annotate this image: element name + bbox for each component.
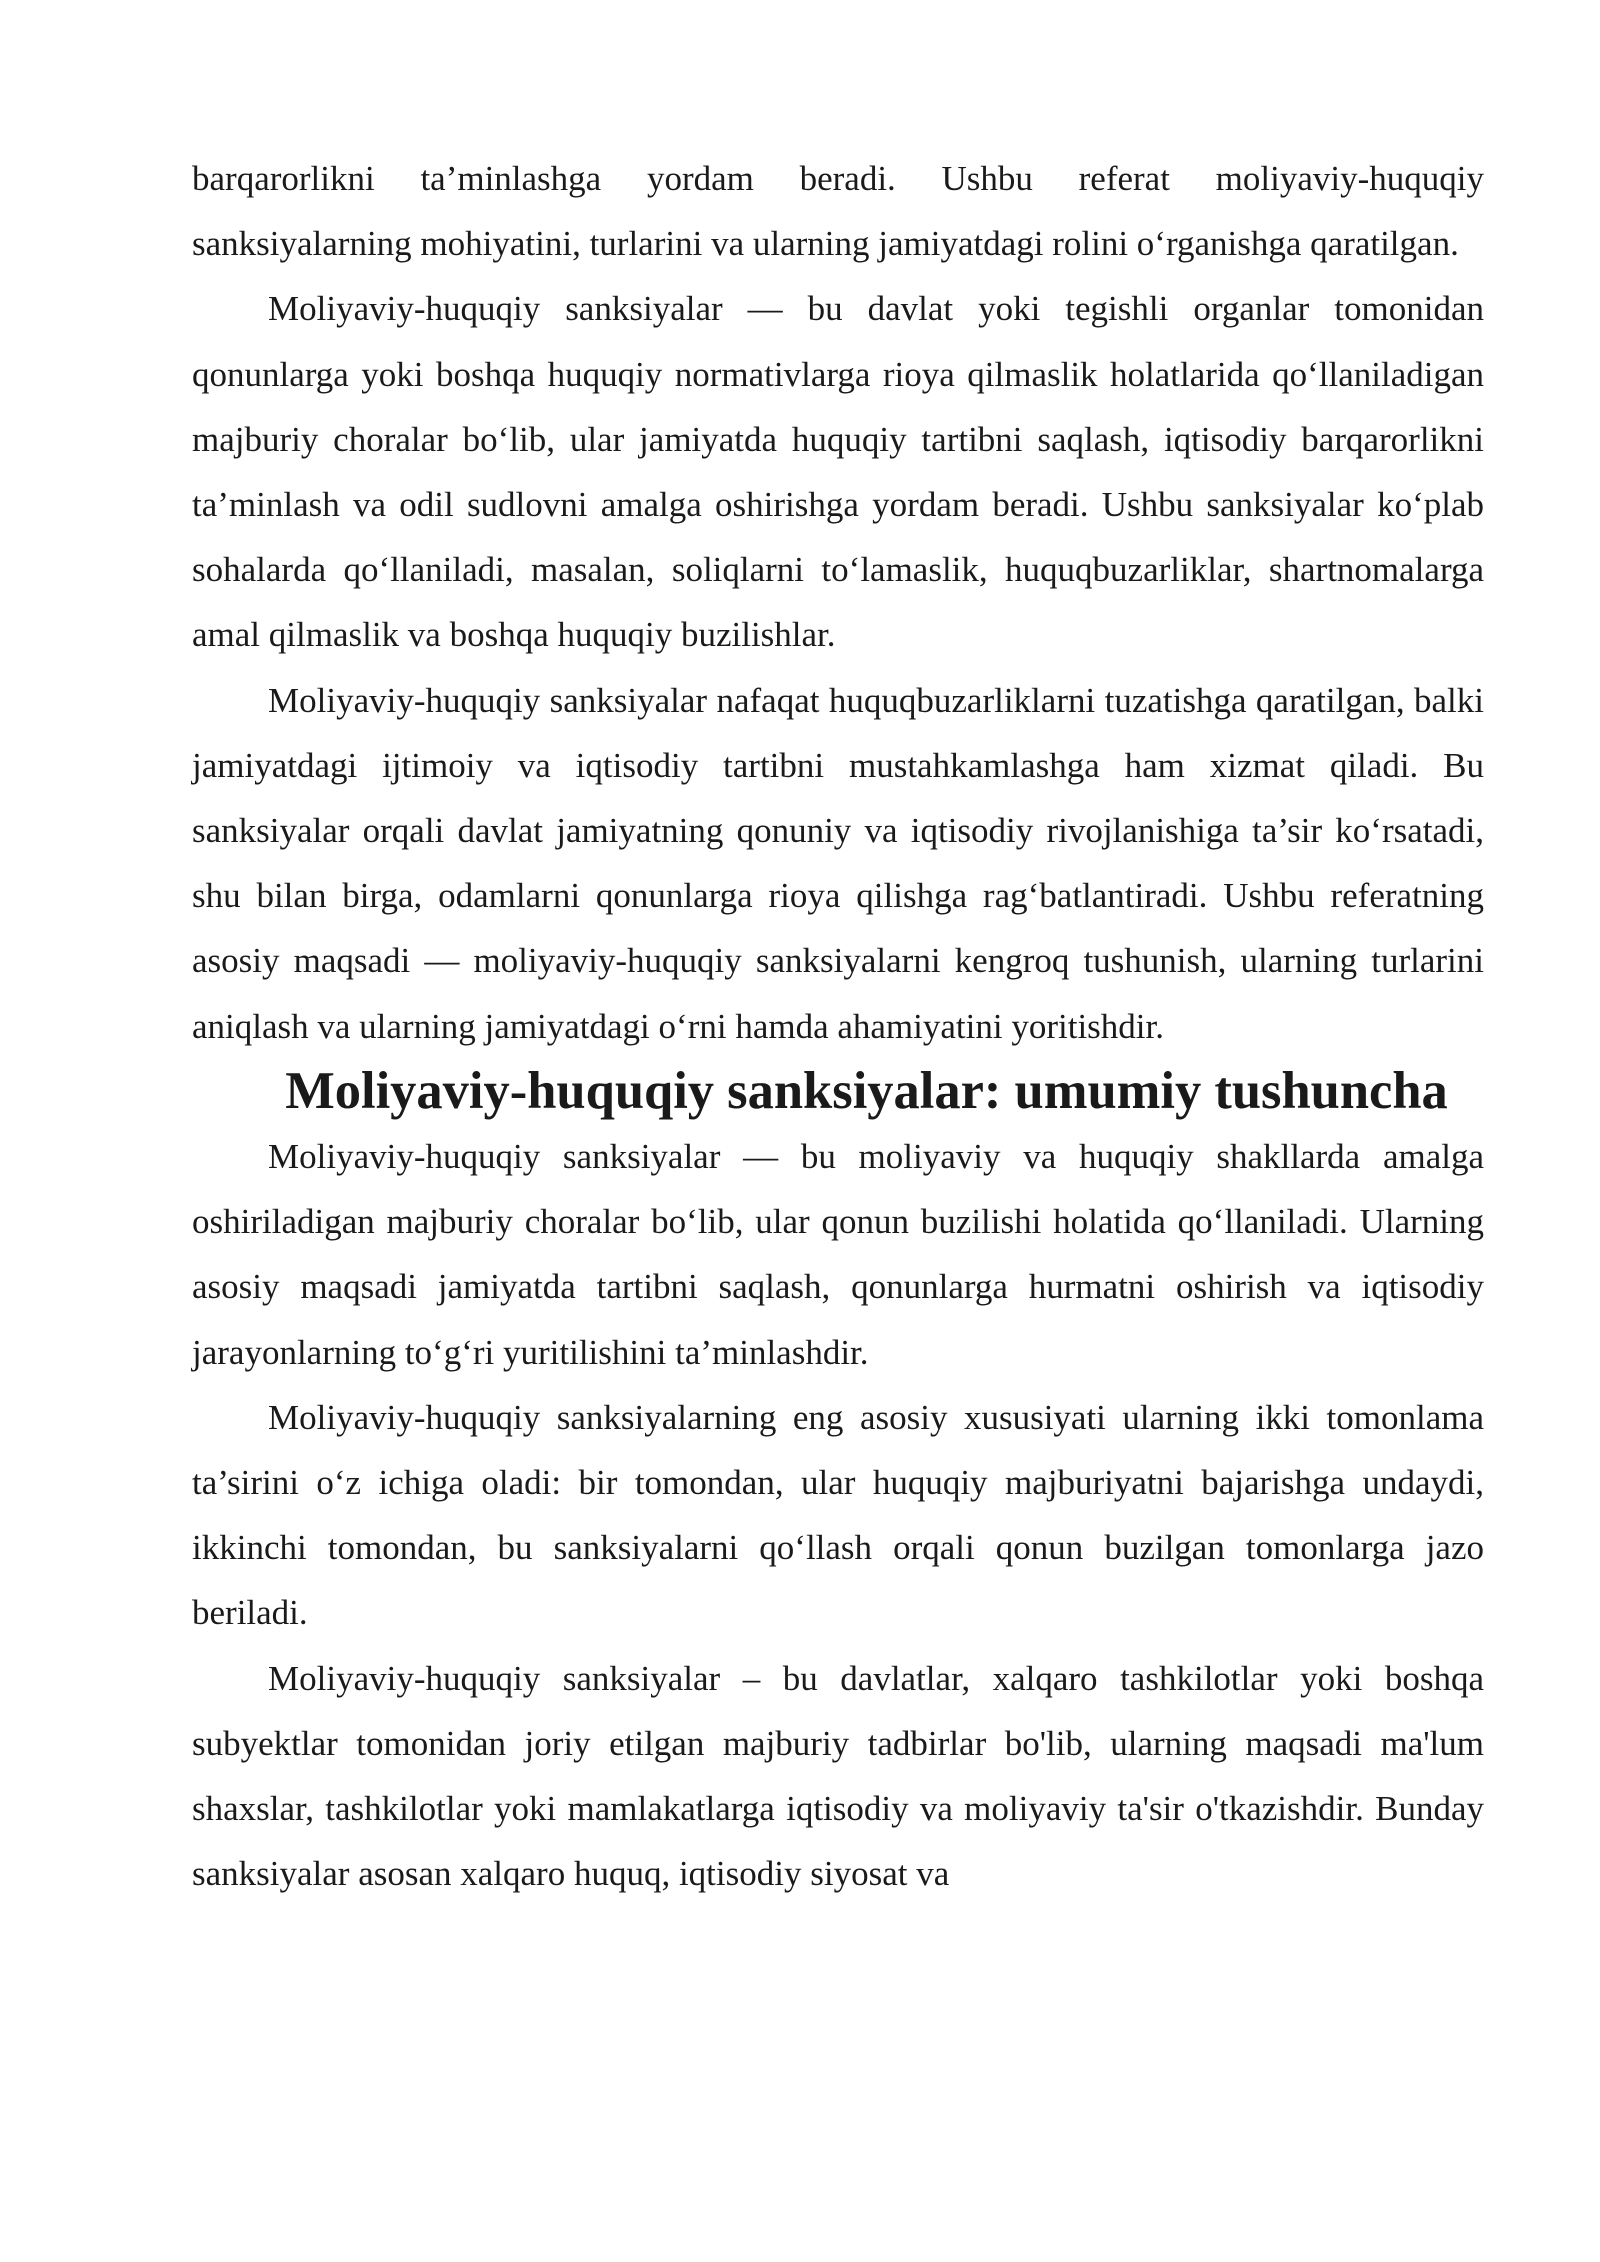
paragraph-main-feature: Moliyaviy-huquqiy sanksiyalarning eng asosiy xususiyati ularning ikki tomonlama ta’sirini o‘z ichiga oladi: bir tomondan, ular huquqiy majburiyatni bajarishga undaydi, ikkinchi tomondan, bu sanksiyalarni qo‘llash orqali qonun buzilgan tomonlarga jazo beriladi.: [192, 1397, 1484, 1633]
document-page: [192, 146, 1484, 1906]
paragraph-definition: Moliyaviy-huquqiy sanksiyalar — bu davlat yoki tegishli organlar tomonidan qonunlarga yoki boshqa huquqiy normativlarga rioya qilmaslik holatlarida qo‘llaniladigan majburiy choralar bo‘lib, ular jamiyatda huquqiy tartibni saqlash, iqtisodiy barqarorlikni ta’minlash va odil sudlovni amalga oshirishga yordam beradi. Ushbu sanksiyalar ko‘plab sohalarda qo‘llaniladi, masalan, soliqlarni to‘lamaslik, huquqbuzarliklar, shartnomalarga amal qilmaslik va boshqa huquqiy buzilishlar.: [192, 289, 1484, 655]
section-heading: Moliyaviy-huquqiy sanksiyalar: umumiy tushuncha: [285, 1061, 1448, 1120]
paragraph-international-sanctions: Moliyaviy-huquqiy sanksiyalar – bu davlatlar, xalqaro tashkilotlar yoki boshqa subyektlar tomonidan joriy etilgan majburiy tadbirlar bo'lib, ularning maqsadi ma'lum shaxslar, tashkilotlar yoki mamlakatlarga iqtisodiy va moliyaviy ta'sir o'tkazishdir. Bunday sanksiyalar asosan xalqaro huquq, iqtisodiy siyosat va: [192, 1658, 1484, 1894]
paragraph-purpose: Moliyaviy-huquqiy sanksiyalar nafaqat huquqbuzarliklarni tuzatishga qaratilgan, balki jamiyatdagi ijtimoiy va iqtisodiy tartibni mustahkamlashga ham xizmat qiladi. Bu sanksiyalar orqali davlat jamiyatning qonuniy va iqtisodiy rivojlanishiga ta’sir ko‘rsatadi, shu bilan birga, odamlarni qonunlarga rioya qilishga rag‘batlantiradi. Ushbu referatning asosiy maqsadi — moliyaviy-huquqiy sanksiyalarni kengroq tushunish, ularning turlarini aniqlash va ularning jamiyatdagi o‘rni hamda ahamiyatini yoritishdir.: [192, 680, 1484, 1046]
paragraph-continuation: barqarorlikni ta’minlashga yordam beradi. Ushbu referat moliyaviy-huquqiy sanksiyalarning mohiyatini, turlarini va ularning jamiyatdagi rolini o‘rganishga qaratilgan.: [192, 159, 1484, 264]
paragraph-general-concept: Moliyaviy-huquqiy sanksiyalar — bu moliyaviy va huquqiy shakllarda amalga oshiriladigan majburiy choralar bo‘lib, ular qonun buzilishi holatida qo‘llaniladi. Ularning asosiy maqsadi jamiyatda tartibni saqlash, qonunlarga hurmatni oshirish va iqtisodiy jarayonlarning to‘g‘ri yuritilishini ta’minlashdir.: [192, 1137, 1484, 1372]
